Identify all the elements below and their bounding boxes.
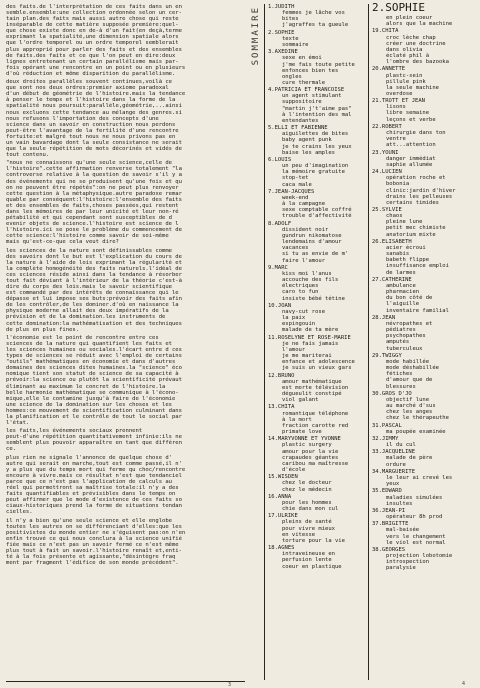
summary-entry-line: créer une doctrine bbox=[386, 40, 446, 47]
summary-entry-line: insiste bébé tétine bbox=[282, 295, 345, 302]
summary-entry-line: au marché d'sus bbox=[386, 403, 436, 410]
summary-entry bbox=[372, 15, 476, 27]
summary-entry-line: d'école bbox=[282, 467, 306, 474]
summary-entry-line: à l'intention des mal bbox=[282, 111, 352, 118]
summary-entry-line: éclaté phil à bbox=[386, 52, 430, 59]
summary-entry-line: stop-tet bbox=[282, 175, 309, 182]
summary-entry bbox=[372, 508, 476, 520]
summary-entry-line: mode déshabillée bbox=[386, 365, 439, 372]
summary-entry-line: à la campagne bbox=[282, 201, 326, 208]
summary-entry-line: insultes bbox=[386, 500, 413, 507]
summary-entry-line: yeux bbox=[386, 481, 400, 488]
summary-entry-line: week-end bbox=[282, 194, 309, 201]
summary-entry-title: 8.ADOLF bbox=[268, 220, 292, 227]
summary-entry bbox=[372, 315, 476, 352]
summary-entry-line: le viol est normal bbox=[386, 539, 446, 546]
summary-entry-line: baise les amples bbox=[282, 149, 335, 156]
summary-entry-line: l'aiguille bbox=[386, 301, 420, 308]
summary-entry-line: amour pour la vie bbox=[282, 448, 339, 455]
summary-entry-title: 37.BRIGITTE bbox=[372, 521, 409, 528]
sommaire-vertical-label: SOMMAIRE bbox=[251, 6, 261, 66]
summary-entry-line: plastc-sein bbox=[386, 72, 423, 79]
summary-entry bbox=[268, 303, 372, 334]
summary-entry-line: viol galant bbox=[282, 397, 319, 404]
summary-entry-line: chaos bbox=[386, 213, 403, 220]
summary-entry-line: pillule pink bbox=[386, 78, 426, 85]
summary-entry-line: suppositoire bbox=[282, 99, 322, 106]
summary-entry-line: entendantes bbox=[282, 117, 319, 124]
summary-entry-title: 5.ELLI ET FABIENNE bbox=[268, 125, 328, 132]
summary-entry-line: primate love bbox=[282, 429, 322, 436]
summary-entry bbox=[268, 189, 372, 220]
summary-entry-line: pédiatres bbox=[386, 327, 416, 334]
summary-entry-line: leçons et verbe bbox=[386, 116, 436, 123]
summary-entry-title: 35.EDWARD bbox=[372, 488, 402, 495]
summary-entry-line: cure thermale bbox=[282, 79, 326, 86]
summary-entry-line: blessures bbox=[386, 383, 416, 390]
summary-entry-line: navy-cut rose bbox=[282, 308, 326, 315]
summary-entry-line: fraction carotte red bbox=[282, 422, 349, 429]
summary-entry-title: 30.GROS D'JO bbox=[372, 390, 412, 397]
summary-entry bbox=[372, 66, 476, 97]
summary-entry-line: introspection bbox=[386, 559, 430, 566]
summary-entry-line: un peu d'imagination bbox=[282, 163, 349, 170]
summary-entry-line: paralysie bbox=[386, 565, 416, 572]
summary-entry-line: tuberculeux bbox=[386, 345, 423, 352]
summary-entry-line: l'amour bbox=[282, 346, 306, 353]
summary-entry-line: enfonces bien tes bbox=[282, 67, 339, 74]
summary-entry bbox=[268, 545, 372, 570]
summary-entry-line: mode habillée bbox=[386, 358, 430, 365]
summary-entry-line: gundrun nikomatose bbox=[282, 232, 342, 239]
summary-entry-title: 31.PASCAL bbox=[372, 422, 402, 429]
summary-entry-line: coeur en plastique bbox=[282, 563, 342, 570]
summary-entry-line: pleins de santé bbox=[282, 519, 332, 526]
essay-paragraph: l'économie est le point de rencontre entre ces sciences de la nature qui quantifient les faits et les sciences humaines ou sociales.l'écart entre d ces types de sciences se réduit avec l'emploi de certains "outils" mathématiques en économie et dans d'autres domaines des sciences dites humaines.la "science" éco nomique tient son statut de science de sa capacité à prévoir:la science ou plutôt la scientificité prévaut éliminant au maximum le concret de l'histoire.la belle harmonie mathématique se communique à l'écono- mique,elle le contamine jusqu'à faire de l'économie une science de la domination sur les choses et les hommes:ce mouvement de scientification culminant dans la planification et le contrôle de tout le social par l'état. bbox=[6, 334, 182, 426]
summary-entry-title: 15.WISDEN bbox=[268, 474, 298, 481]
summary-entry-title: 11.ROSELYNE ET ROSE-MARIE bbox=[268, 334, 351, 341]
summary-entry-line: drains les pelleuses bbox=[386, 193, 453, 200]
summary-entry-line: un agent stimulant bbox=[282, 93, 342, 100]
summary-list-column-a bbox=[268, 4, 372, 571]
summary-entry bbox=[372, 469, 476, 487]
summary-entry-line: en plein coeur bbox=[386, 15, 433, 21]
summary-entry-line: la paix bbox=[282, 315, 306, 322]
summary-entry-line: malade de ta mère bbox=[282, 327, 339, 334]
summary-entry-line: il du cul bbox=[386, 442, 416, 449]
summary-entry bbox=[372, 98, 476, 123]
summary-entry-line: je ne fais jamais bbox=[282, 340, 339, 347]
summary-entry-line: opération roche et bbox=[386, 175, 446, 182]
summary-entry-title: 16.ANNA bbox=[268, 493, 292, 500]
summary-list-column-b bbox=[372, 2, 476, 573]
essay-paragraph: il n'y a bien qu'une seule science et elle englobe toutes les autres on se différenciant d'elles:que les positivistes du monde entier ne s'éguisent pas:on n'en enfin trouvé ce qui nous conclura à la science unifié fiée mais ce n'est pas un savoir fermé ce n'est même plus tout à fait un savoir.l'histoire renaît et,enti- té à la fois présente et agissante,"désintègre fraq ment par fragment l'édifice de son monde précédent". bbox=[6, 517, 186, 567]
summary-entry-line: texte bbox=[282, 35, 299, 42]
summary-entry bbox=[268, 494, 372, 512]
summary-entry-title: 3.AXEDINE bbox=[268, 49, 298, 56]
summary-entry-line: fétiches bbox=[386, 371, 413, 378]
summary-entry-title: 12.BRUNO bbox=[268, 372, 295, 379]
summary-entry-line: ma poupée examinée bbox=[386, 428, 446, 435]
summary-entry bbox=[372, 124, 476, 149]
summary-entry-title: 33.JACQUELINE bbox=[372, 449, 416, 456]
sommaire-divider bbox=[264, 4, 265, 680]
summary-entry-line: romantique téléphone bbox=[282, 410, 349, 417]
summary-entry-line: j'agraffes ta gueule bbox=[282, 22, 349, 29]
summary-entry-title: 6.LOUIS bbox=[268, 156, 292, 163]
summary-entry-title: 34.MARGUERITE bbox=[372, 468, 416, 475]
summary-entry-line: faire l'amour bbox=[282, 257, 326, 264]
summary-entry-title: 36.JEAN-PI bbox=[372, 507, 406, 514]
summary-entry-title: 4.PATRICIA ET FRANCOISE bbox=[268, 87, 345, 94]
summary-entry-line: overdose bbox=[386, 90, 413, 97]
summary-entry-title: 20.ANNETTE bbox=[372, 66, 406, 73]
essay-column bbox=[6, 4, 245, 680]
summary-entry bbox=[268, 4, 372, 29]
summary-entry-line: vers le changement bbox=[386, 533, 446, 540]
summary-entry-line: chez le thérapeuthe bbox=[386, 415, 449, 422]
summary-entry-title: 23.YOUNI bbox=[372, 149, 399, 156]
summary-entry bbox=[268, 87, 372, 124]
summary-entry-line: la seule machine bbox=[386, 84, 439, 91]
summary-entry bbox=[372, 169, 476, 206]
summary-entry-line: psychopathes bbox=[386, 333, 426, 340]
summary-entry-line: amputés bbox=[386, 339, 410, 346]
summary-entry-line: chez le médecin bbox=[282, 486, 332, 493]
summary-entry-line: sommaire bbox=[282, 41, 309, 48]
summary-entry bbox=[268, 221, 372, 264]
summary-entry-line: accouche des fils bbox=[282, 277, 339, 284]
summary-entry-title: 1.JUDITH bbox=[268, 4, 295, 10]
summary-entry bbox=[268, 125, 372, 156]
summary-entry-title: 38.GEORGES bbox=[372, 546, 406, 553]
summary-entry-title: 21.TROTT ET JEAN bbox=[372, 98, 425, 105]
summary-entry-line: caribou ma maîtresse bbox=[282, 460, 349, 467]
summary-entry-line: je te crains les yeux bbox=[282, 143, 352, 150]
summary-entry-line: bites bbox=[282, 16, 299, 23]
summary-entry-line: ordure bbox=[386, 461, 406, 468]
summary-entry-title: 28.JEAN bbox=[372, 314, 396, 321]
summary-entry-title: 32.JIMMY bbox=[372, 435, 399, 442]
summary-entry-title: 19.CHITA bbox=[372, 28, 399, 35]
summary-entry bbox=[372, 436, 476, 448]
summary-entry-line: chirurgie dans ton bbox=[386, 130, 446, 136]
summary-entry-line: bobonia bbox=[386, 181, 410, 188]
summary-entry bbox=[372, 521, 476, 546]
summary-entry-line: la mémoire gratuite bbox=[282, 169, 345, 176]
summary-entry bbox=[372, 353, 476, 390]
summary-entry bbox=[268, 49, 372, 86]
summary-entry-title: 17.ULRIKE bbox=[268, 513, 298, 520]
summary-entry bbox=[268, 474, 372, 492]
summary-entry-line: dissident noir bbox=[282, 226, 329, 233]
summary-entry bbox=[268, 513, 372, 544]
summary-entry bbox=[268, 335, 372, 372]
summary-entry-line: ambulance bbox=[386, 282, 416, 289]
summary-entry-line: pharmacien bbox=[386, 289, 420, 296]
page-number-left: 3 bbox=[228, 682, 232, 688]
summary-entry-line: est morte télévision bbox=[282, 384, 349, 391]
summary-entry-line: opérateur 8h prod bbox=[386, 514, 443, 521]
summary-entry-line: maladies simulées bbox=[386, 494, 443, 501]
summary-entry-title: 9.MARC bbox=[268, 264, 288, 271]
summary-entry-line: alors que la machine bbox=[386, 21, 453, 28]
summary-entry-line: trouble d'affectivité bbox=[282, 213, 352, 220]
summary-entry-line: sexe comptable coffré bbox=[282, 207, 352, 214]
page-number-right: 4 bbox=[462, 681, 466, 687]
summary-entry bbox=[268, 436, 372, 473]
summary-entry-line: le leur ai crevé les bbox=[386, 475, 453, 481]
summary-entry bbox=[372, 239, 476, 276]
summary-entry-line: anatorium mixte bbox=[386, 231, 436, 238]
column-divider bbox=[368, 4, 369, 680]
summary-entry-line: sanabis bbox=[386, 251, 410, 258]
summary-entry-line: lendemains d'amour bbox=[282, 239, 342, 246]
summary-entry-line: de larmes bbox=[386, 269, 416, 276]
summary-entry bbox=[372, 391, 476, 422]
summary-entry-line: l'ombre des bazooka bbox=[386, 59, 449, 66]
summary-entry-line: dans olivia bbox=[386, 46, 423, 53]
summary-entry-line: pour les hommes bbox=[282, 499, 332, 506]
summary-entry-line: dégueulit constipé bbox=[282, 391, 342, 398]
summary-entry-title: 22.ROBERT bbox=[372, 123, 402, 130]
summary-entry-title: 10.JOAN bbox=[268, 302, 292, 309]
summary-entry-line: kiss moi l'anus bbox=[282, 270, 332, 277]
summary-entry-line: j'me fais toute petite bbox=[282, 61, 355, 68]
essay-paragraph: "nous ne connaissons qu'une seule science,celle de l'histoire".cette affirmation renverse totalement "la controverse relative à la question de savoir s'il y a des événements qui ne se produisent qu'une fois et qu on ne peuvent être répétés":on ne peut plus renvoyer cette question à la métaphysique.autre paradoxe remar quable par conséquent:l'histoire:l'ensemble des faits et des ensembles de faits,choses passées,qui restent dans les mémoires de par leur unicité et leur non-ré pétabilité et qui cependant sont susceptibles de d evenir objets de science.l'histoire est science de l l'histoire.ici se pose le problème du commencement de cette science:l'histoire comme savoir de soi-même mais qu'est-ce-que cela veut dire? bbox=[6, 160, 182, 246]
essay-paragraph: les sciences de la nature sont définissables comme des savoirs dont le but est l'explication du cours de la nature à l'aide de lois exprimant la régularité et la complète homogénéité des faits naturels.l'idéal de ces sciences réside ainsi dans la tendance à résorber tout fait déviant à l'intérieur de la théorie c'est-à dire du corps des lois.mais le savoir scientifique est commandé par des intérêts de connaissance qui le dépasse et lui impose ses buts:prévoir des faits afin de les contrôler,de les dominer.d'où en naissance la physique moderne allait des deux impératifs de la prévision et de la domination.les instruments de cette domination:la mathématisation et des techniques de plus en plus fines. bbox=[6, 247, 182, 333]
summary-entry bbox=[372, 423, 476, 435]
summary-entry-title: 26.ELISABETH bbox=[372, 238, 412, 245]
summary-entry-line: intraveineuse en bbox=[282, 551, 335, 558]
essay-paragraph: des faits.de l'interprétation de ces faits dans un en semble.ensemble:une collection ordonnée selon un cer- tain plan.des faits mais aussi autre chose qui reste inséparable de cette matière supposée première:quel- que chose existe donc en de-à d'un fait(en deçà,terme exprimant la spatialité,une dimension spatiale alors que l'ordre temporel ou un ordre temporel semblerait plus approprié pour parler des faits et des ensembles de faits.des faits et ce que l'on peut en dire:deux lignes entretenant un certain parallélisme mais par- fois opérant une rencontre en un point ou en plusieurs d'où réduction et même disparition du parallélisme. bbox=[6, 4, 186, 77]
summary-entry bbox=[268, 30, 372, 48]
summary-entry-line: je me mariterai bbox=[282, 353, 332, 360]
summary-entry-title: 25.SYLVIE bbox=[372, 207, 402, 214]
bottom-rule bbox=[6, 681, 245, 682]
summary-entry-line: att...attention bbox=[386, 142, 436, 149]
summary-entry-line: crapaudes géantes bbox=[282, 454, 339, 461]
summary-entry-line: si tu as envie de m' bbox=[282, 251, 349, 258]
summary-entry-title: 27.CATHERINE bbox=[372, 276, 412, 283]
summary-entry-line: amour mathématique bbox=[282, 378, 342, 385]
summary-entry-line: pour vivre mieux bbox=[282, 525, 335, 532]
summary-entry-line: saphie allumée bbox=[386, 161, 433, 168]
summary-entry-line: lisons bbox=[386, 104, 406, 111]
summary-entry-line: femmes je lâche vos bbox=[282, 10, 345, 17]
summary-entry-line: espingouin bbox=[282, 321, 316, 328]
summary-entry-line: objectif lune bbox=[386, 396, 430, 403]
summary-entry-title: 24.LUCIEN bbox=[372, 169, 402, 176]
summary-entry-line: perfusion lente bbox=[282, 557, 332, 564]
summary-entry-line: libre semaine bbox=[386, 110, 430, 117]
page-title: 2.SOPHIE bbox=[372, 1, 425, 14]
summary-entry-title: 14.MARYVONNE ET YVONNE bbox=[268, 436, 341, 443]
summary-entry-line: insuffisance emploi bbox=[386, 263, 449, 270]
summary-entry-line: à la mort bbox=[282, 416, 312, 423]
summary-entry-line: chie dans mon cul bbox=[282, 506, 339, 513]
summary-entry-title: 18.AGNES bbox=[268, 545, 295, 552]
summary-entry bbox=[372, 547, 476, 572]
summary-entry-line: électriques bbox=[282, 283, 319, 290]
essay-paragraph: deux droites parallèles souvent continues,voilà ce que sont nos deux ordres:premier axiome paradoxal d'un début de géométrie de l'histoire.mais la tendance à penser le temps et l'histoire dans la forme de la spatialité nous poursuit:parallèle,géométrie,...ainsi nous excluons cette tendance au mélange des genres.si nous refusons l'importation des concepts d'une science dans un savoir en construction nous perdons peut-être l'avantage de la fertilité d'une rencontre fortuite:et malgré tout nous ne nous privons pas en un vain bavardage dont la seule consistance ne serait que la seule répétition de mots décorinés et vidés de tout contenu. bbox=[6, 79, 186, 159]
summary-entry-line: aiguilettes de bites bbox=[282, 131, 349, 138]
essay-paragraph: les faits,les événements sociaux prennent peut-d'une répétition quantitativement infinie:ils ne semblent plus pouvoir apparaître en tant que différen ce. bbox=[6, 428, 182, 453]
summary-entry-title: 29.TWIGGY bbox=[372, 352, 402, 359]
summary-entry-line: certains timides bbox=[386, 199, 439, 206]
summary-entry bbox=[268, 373, 372, 404]
essay-paragraph: plus rien ne signale l'annonce de quelque chose d' autre qui serait en marche,tout est comme passé,il n' y a plus que du temps mort qui ferme qu choc/rencontre encoure à vivre.mais ce résultat n'est que tendanciel parce que ce n'est pas l'application de calculs au réel qui permettront sa maîtrise totale:il n'y a des faits quantifiables et prévisibles dans le temps on peut affirmer que le mode d'existence de ces faits so ciaux-historiques prend la forme de situations tendan cielles. bbox=[6, 454, 186, 516]
summary-entry-line: en vitesse bbox=[282, 531, 316, 538]
summary-entry-line: ventre bbox=[386, 136, 406, 143]
summary-entry bbox=[372, 150, 476, 168]
summary-entry bbox=[372, 207, 476, 238]
summary-entry-line: acier écroui bbox=[386, 245, 426, 251]
summary-entry-line: petit mec chimiste bbox=[386, 225, 446, 232]
summary-entry-line: torture pour la vie bbox=[282, 537, 345, 544]
summary-entry bbox=[372, 488, 476, 506]
summary-entry-line: babeth flippe bbox=[386, 257, 430, 264]
summary-entry bbox=[372, 449, 476, 467]
summary-entry-line: mal-baisée bbox=[386, 527, 420, 534]
summary-entry-line: malade de père bbox=[386, 455, 433, 462]
summary-entry bbox=[268, 157, 372, 188]
summary-entry bbox=[268, 265, 372, 302]
summary-entry-line: projection lobotomie bbox=[386, 553, 453, 560]
summary-entry-line: du bon côté de bbox=[386, 295, 433, 302]
summary-entry-line: pleine lune bbox=[386, 219, 423, 226]
summary-entry-line: "martin j't'aime pas" bbox=[282, 105, 352, 112]
summary-entry-line: je suis un vieux gars bbox=[282, 365, 352, 372]
summary-entry bbox=[268, 404, 372, 435]
summary-entry-line: inventaire familial bbox=[386, 307, 449, 314]
summary-entry-title: 13.CHITA bbox=[268, 404, 295, 411]
summary-entry-line: sexe en émoi bbox=[282, 55, 322, 62]
summary-entry-line: névropathes et bbox=[386, 320, 433, 327]
summary-entry bbox=[372, 28, 476, 65]
summary-entry-line: plastic surgery bbox=[282, 442, 332, 449]
summary-entry-line: baby agent punk bbox=[282, 137, 332, 144]
summary-entry-line: chez le docteur bbox=[282, 480, 332, 487]
summary-entry-line: caca male bbox=[282, 181, 312, 188]
summary-entry-line: clinic:jardin d'hiver bbox=[386, 187, 456, 194]
summary-entry-line: vacances bbox=[282, 245, 309, 252]
summary-entry bbox=[372, 277, 476, 314]
summary-entry-line: ongles bbox=[282, 73, 302, 80]
summary-entry-line: d'amour que de bbox=[386, 377, 433, 384]
summary-entry-line: caro to fun bbox=[282, 289, 319, 296]
summary-entry-line: enfance et adolescence bbox=[282, 359, 355, 366]
summary-entry-line: croc lèche chap bbox=[386, 34, 436, 41]
summary-entry-title: 7.JEAN-JACQUES bbox=[268, 188, 315, 195]
summary-entry-line: danger immédiat bbox=[386, 155, 436, 162]
summary-entry-line: chez les anges bbox=[386, 409, 433, 416]
summary-entry-title: 2.SOPHIE bbox=[268, 29, 295, 36]
